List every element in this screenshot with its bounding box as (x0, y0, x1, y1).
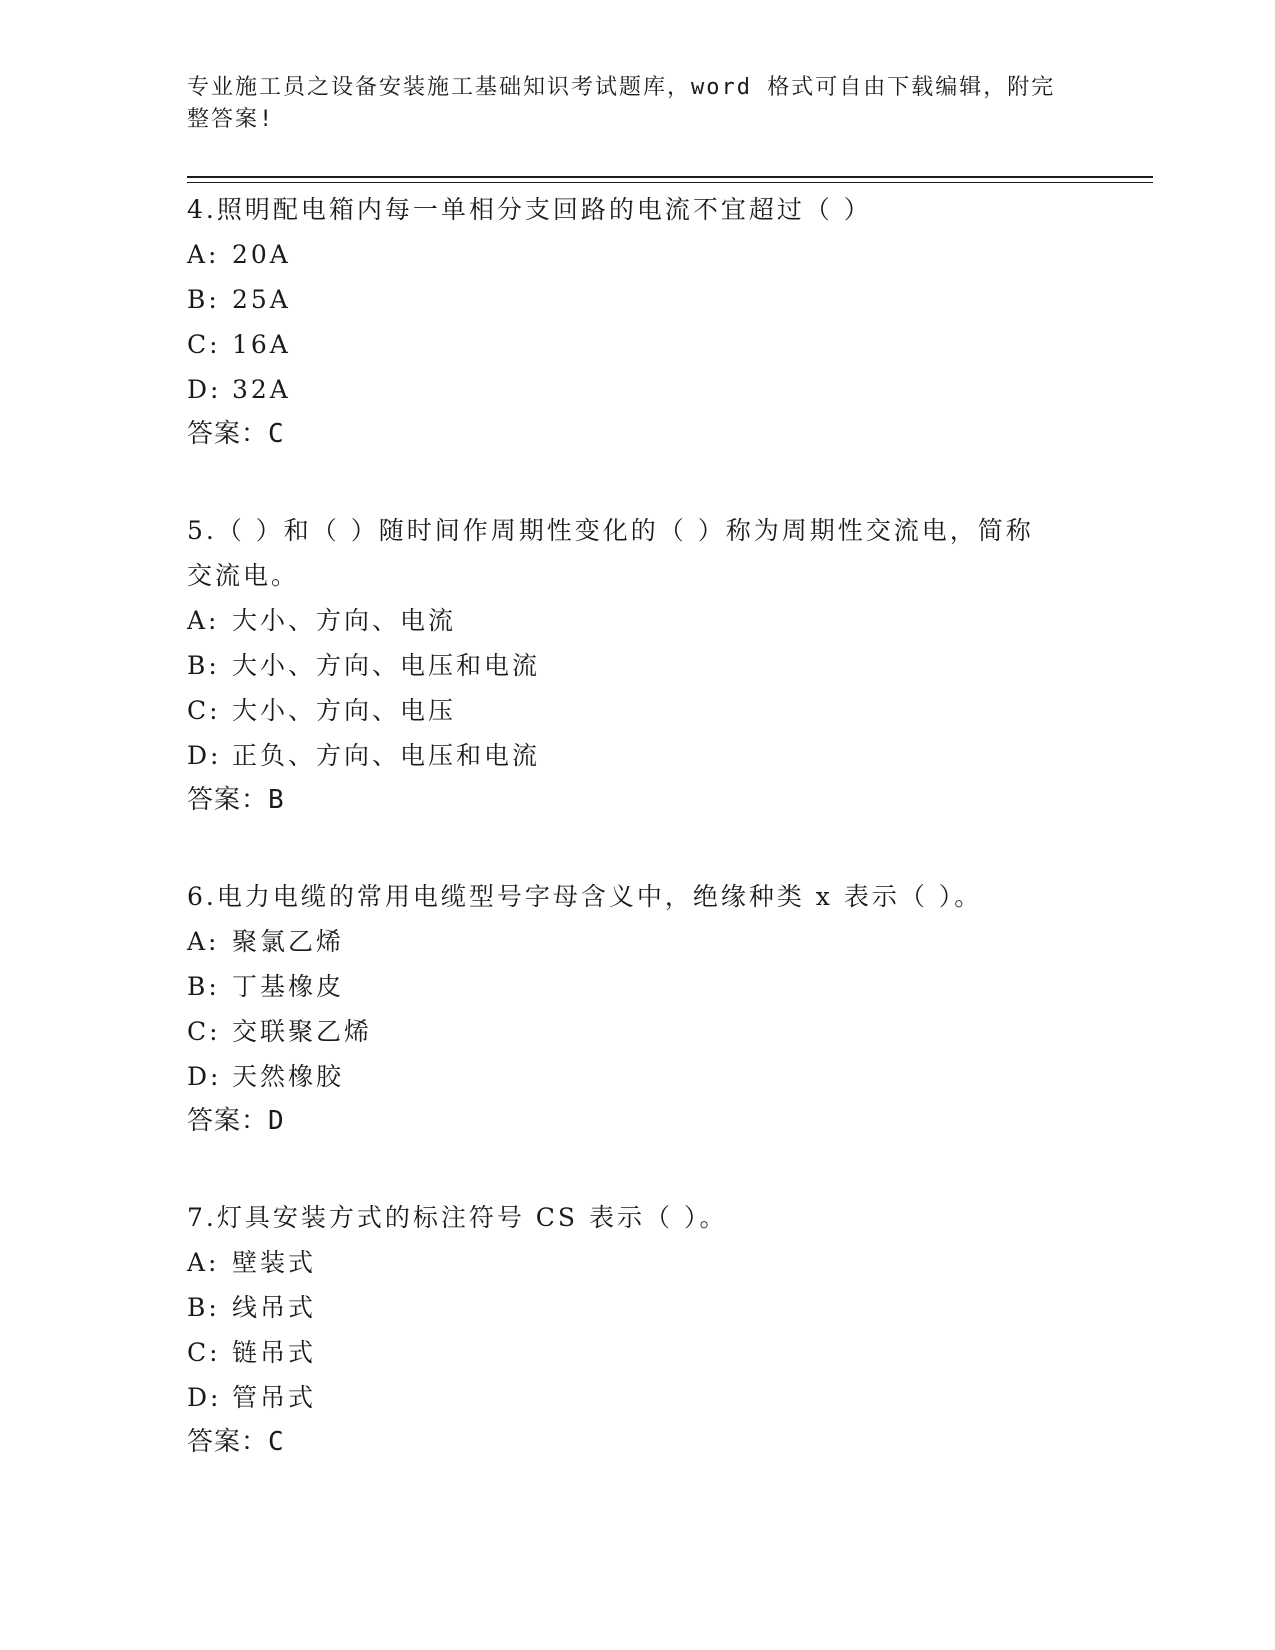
option-c (187, 1009, 1087, 1054)
answer-line (187, 778, 1087, 823)
answer-line (187, 412, 1087, 457)
option-d (187, 1375, 1087, 1420)
option-letter: C: (187, 1338, 221, 1367)
option-letter: B: (187, 972, 220, 1001)
option-a (187, 598, 1087, 643)
option-text: 25A (232, 285, 291, 314)
option-text: 天然橡胶 (232, 1062, 345, 1091)
option-b (187, 277, 1087, 322)
option-letter: A: (187, 606, 220, 635)
question-6 (187, 874, 1087, 1144)
option-letter: A: (187, 927, 220, 956)
answer-label: 答案： (187, 1106, 269, 1136)
option-a (187, 1240, 1087, 1285)
option-text: 正负、方向、电压和电流 (232, 741, 541, 770)
option-text: 丁基橡皮 (232, 972, 345, 1001)
question-5 (187, 508, 1087, 823)
question-4 (187, 187, 1087, 457)
option-letter: B: (187, 285, 220, 314)
option-d (187, 733, 1087, 778)
option-text: 大小、方向、电压和电流 (232, 651, 541, 680)
question-stem: 5.（ ）和（ ）随时间作周期性变化的（ ）称为周期性交流电，简称交流电。 (187, 516, 1034, 590)
intro-line-2: 整答案! (187, 107, 275, 132)
question-7 (187, 1195, 1087, 1465)
question-stem: 7.灯具安装方式的标注符号 CS 表示（ ）。 (187, 1203, 728, 1232)
answer-label: 答案： (187, 419, 269, 449)
option-text: 大小、方向、电压 (232, 696, 457, 725)
option-d (187, 367, 1087, 412)
option-text: 链吊式 (232, 1338, 317, 1367)
option-text: 壁装式 (232, 1248, 317, 1277)
question-stem: 4.照明配电箱内每一单相分支回路的电流不宜超过（ ） (187, 195, 872, 224)
option-letter: D: (187, 375, 222, 404)
option-b (187, 1285, 1087, 1330)
option-text: 线吊式 (232, 1293, 317, 1322)
answer-value: C (268, 1427, 285, 1457)
option-text: 32A (232, 375, 291, 404)
answer-line (187, 1099, 1087, 1144)
option-text: 16A (232, 330, 291, 359)
option-a (187, 232, 1087, 277)
option-text: 20A (232, 240, 291, 269)
option-letter: D: (187, 1062, 222, 1091)
answer-line (187, 1420, 1087, 1465)
option-list (187, 232, 1087, 412)
option-letter: D: (187, 1383, 222, 1412)
option-letter: C: (187, 330, 221, 359)
option-c (187, 688, 1087, 733)
option-text: 大小、方向、电流 (232, 606, 457, 635)
option-b (187, 643, 1087, 688)
option-letter: A: (187, 1248, 220, 1277)
answer-value: B (268, 785, 285, 815)
option-list (187, 1240, 1087, 1420)
option-list (187, 598, 1087, 778)
option-letter: A: (187, 240, 220, 269)
question-stem: 6.电力电缆的常用电缆型号字母含义中，绝缘种类 x 表示（ ）。 (187, 882, 983, 911)
option-text: 聚氯乙烯 (232, 927, 345, 956)
answer-value: C (268, 419, 285, 449)
option-letter: B: (187, 1293, 220, 1322)
header-divider-thick (187, 176, 1153, 178)
option-letter: D: (187, 741, 222, 770)
question-list (187, 187, 1087, 1516)
answer-value: D (268, 1106, 285, 1136)
option-d (187, 1054, 1087, 1099)
option-letter: C: (187, 696, 221, 725)
option-text: 管吊式 (232, 1383, 317, 1412)
intro-line-1: 专业施工员之设备安装施工基础知识考试题库，word 格式可自由下载编辑，附完 (187, 75, 1056, 100)
answer-label: 答案： (187, 785, 269, 815)
document-intro (187, 72, 1067, 136)
option-letter: B: (187, 651, 220, 680)
option-a (187, 919, 1087, 964)
option-b (187, 964, 1087, 1009)
header-divider-thin (187, 182, 1153, 183)
answer-label: 答案： (187, 1427, 269, 1457)
option-list (187, 919, 1087, 1099)
option-c (187, 322, 1087, 367)
option-c (187, 1330, 1087, 1375)
option-text: 交联聚乙烯 (232, 1017, 373, 1046)
option-letter: C: (187, 1017, 221, 1046)
